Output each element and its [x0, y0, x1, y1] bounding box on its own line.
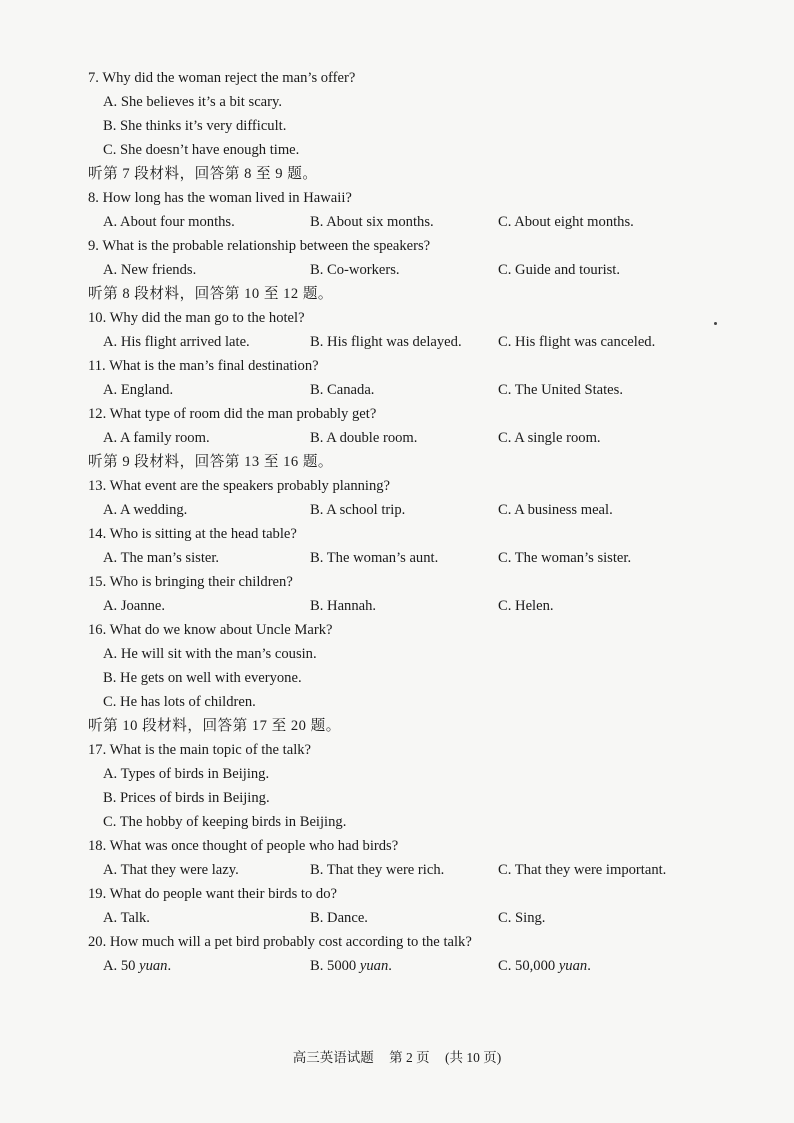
answer-option: C. The hobby of keeping birds in Beijing. — [103, 814, 347, 830]
answer-option: C. Helen. — [498, 598, 554, 614]
option-row — [88, 498, 708, 522]
option-row — [88, 858, 708, 882]
section-instruction: 听第 9 段材料，回答第 13 至 16 题。 — [88, 454, 334, 470]
answer-option: A. About four months. — [103, 214, 235, 230]
answer-option: A. A family room. — [103, 430, 210, 446]
question-stem: 17. What is the main topic of the talk? — [88, 742, 312, 758]
answer-option: C. A single room. — [498, 430, 601, 446]
answer-option: A. England. — [103, 382, 174, 398]
answer-option: A. Types of birds in Beijing. — [103, 766, 270, 782]
question-stem: 12. What type of room did the man probably get? — [88, 406, 377, 422]
footer-total: (共 10 页) — [445, 1050, 502, 1065]
question-stem: 16. What do we know about Uncle Mark? — [88, 622, 333, 638]
question-stem: 13. What event are the speakers probably planning? — [88, 478, 391, 494]
question-stem: 11. What is the man’s final destination? — [88, 358, 319, 374]
option-row — [88, 546, 708, 570]
option-row — [88, 426, 708, 450]
answer-option: B. About six months. — [310, 214, 434, 230]
answer-option: B. A double room. — [310, 430, 418, 446]
answer-option: C. About eight months. — [498, 214, 634, 230]
answer-option: B. 5000 yuan. — [310, 958, 392, 974]
answer-option: A. A wedding. — [103, 502, 188, 518]
answer-option: B. He gets on well with everyone. — [103, 670, 302, 686]
footer-page: 第 2 页 — [389, 1050, 430, 1065]
option-row — [88, 594, 708, 618]
answer-option: B. Co-workers. — [310, 262, 400, 278]
option-row — [88, 210, 708, 234]
question-stem: 7. Why did the woman reject the man’s offer? — [88, 70, 356, 86]
answer-option: B. The woman’s aunt. — [310, 550, 439, 566]
section-instruction: 听第 10 段材料，回答第 17 至 20 题。 — [88, 718, 341, 734]
question-stem: 9. What is the probable relationship between the speakers? — [88, 238, 431, 254]
question-stem: 19. What do people want their birds to do? — [88, 886, 337, 902]
answer-option: B. Prices of birds in Beijing. — [103, 790, 270, 806]
option-row — [88, 906, 708, 930]
answer-option: B. Canada. — [310, 382, 375, 398]
question-stem: 20. How much will a pet bird probably cost according to the talk? — [88, 934, 472, 950]
answer-option: C. The United States. — [498, 382, 623, 398]
answer-option: A. Joanne. — [103, 598, 166, 614]
answer-option: C. She doesn’t have enough time. — [103, 142, 300, 158]
footer-title: 高三英语试题 — [292, 1050, 374, 1065]
answer-option: A. New friends. — [103, 262, 197, 278]
answer-option: A. That they were lazy. — [103, 862, 239, 878]
answer-option: B. A school trip. — [310, 502, 406, 518]
answer-option: A. He will sit with the man’s cousin. — [103, 646, 317, 662]
answer-option: C. Sing. — [498, 910, 546, 926]
answer-option: B. She thinks it’s very difficult. — [103, 118, 287, 134]
answer-option: C. That they were important. — [498, 862, 667, 878]
section-instruction: 听第 8 段材料，回答第 10 至 12 题。 — [88, 286, 334, 302]
answer-option: C. A business meal. — [498, 502, 613, 518]
option-row — [88, 330, 708, 354]
answer-option: A. The man’s sister. — [103, 550, 220, 566]
answer-option: C. He has lots of children. — [103, 694, 256, 710]
answer-option: C. Guide and tourist. — [498, 262, 621, 278]
answer-option: B. That they were rich. — [310, 862, 445, 878]
page-footer — [0, 1046, 794, 1066]
answer-option: A. Talk. — [103, 910, 150, 926]
section-instruction: 听第 7 段材料，回答第 8 至 9 题。 — [88, 166, 318, 182]
answer-option: C. His flight was canceled. — [498, 334, 656, 350]
question-stem: 14. Who is sitting at the head table? — [88, 526, 297, 542]
question-stem: 10. Why did the man go to the hotel? — [88, 310, 305, 326]
question-stem: 15. Who is bringing their children? — [88, 574, 293, 590]
answer-option: A. She believes it’s a bit scary. — [103, 94, 283, 110]
answer-option: B. Dance. — [310, 910, 368, 926]
question-stem: 8. How long has the woman lived in Hawaii? — [88, 190, 352, 206]
question-list — [88, 66, 708, 978]
option-row — [88, 954, 708, 978]
answer-option: B. His flight was delayed. — [310, 334, 462, 350]
answer-option: B. Hannah. — [310, 598, 377, 614]
answer-option: C. The woman’s sister. — [498, 550, 632, 566]
answer-option: A. 50 yuan. — [103, 958, 172, 974]
answer-option: A. His flight arrived late. — [103, 334, 250, 350]
option-row — [88, 378, 708, 402]
answer-option: C. 50,000 yuan. — [498, 958, 591, 974]
option-row — [88, 258, 708, 282]
question-stem: 18. What was once thought of people who had birds? — [88, 838, 399, 854]
ink-speck — [714, 322, 717, 325]
